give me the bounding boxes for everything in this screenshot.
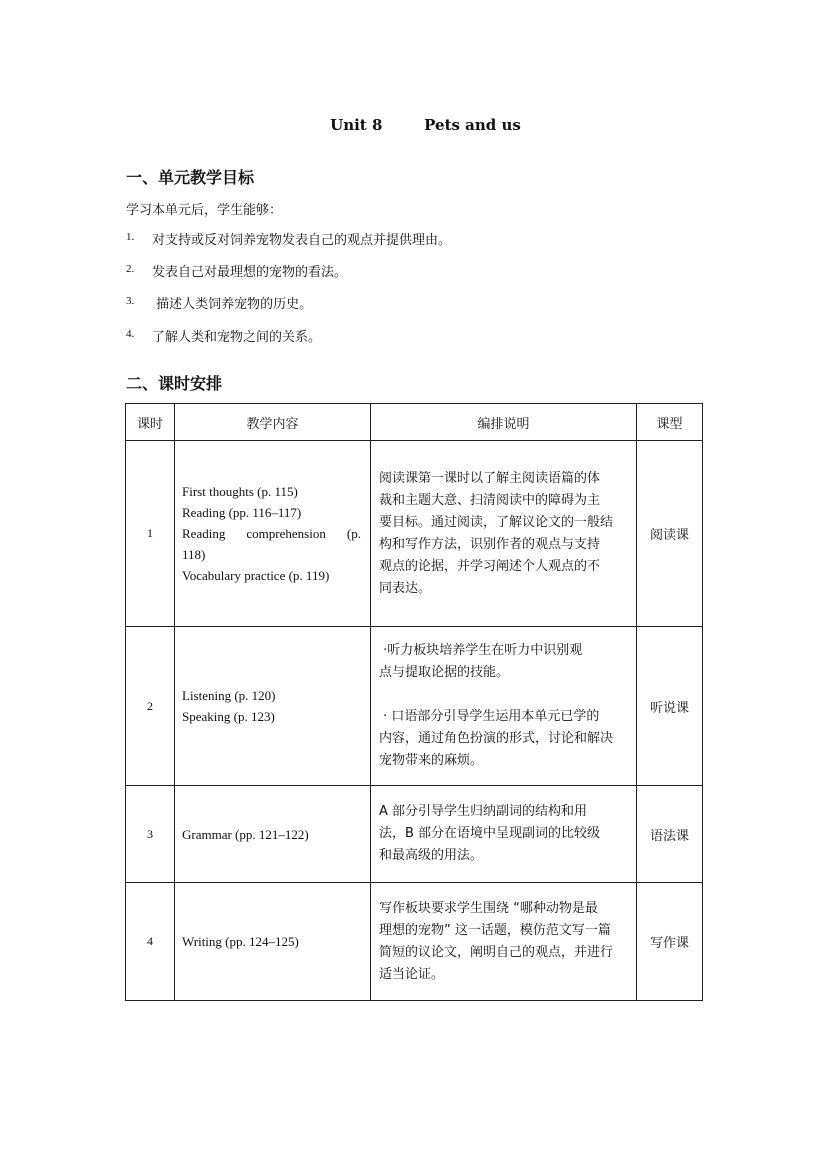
lesson-type: 听说课 <box>637 627 703 786</box>
table-row <box>126 441 703 627</box>
content-line: Speaking (p. 123) <box>182 709 275 724</box>
section-heading-schedule: 二、课时安排 <box>126 374 223 393</box>
header-description: 编排说明 <box>371 404 637 441</box>
lesson-description <box>371 786 637 883</box>
content-line: Listening (p. 120) <box>182 688 276 703</box>
goal-item <box>126 261 347 280</box>
desc-line: 点与提取论据的技能。 <box>379 665 510 680</box>
desc-line: 简短的议论文，阐明自己的观点，并进行 <box>379 944 614 960</box>
goal-number: 3. <box>126 295 135 307</box>
desc-line: 内容，通过角色扮演的形式，讨论和解决 <box>379 731 614 746</box>
desc-line: 观点的论据，并学习阐述个人观点的不 <box>379 558 601 574</box>
lesson-type: 写作课 <box>637 883 703 1001</box>
lesson-content <box>175 627 371 786</box>
goal-text: 了解人类和宠物之间的关系。 <box>152 330 322 345</box>
goal-number: 4. <box>126 328 135 340</box>
goals-intro: 学习本单元后，学生能够： <box>126 203 283 218</box>
table-row <box>126 786 703 883</box>
table-row <box>126 883 703 1001</box>
header-type: 课型 <box>637 404 703 441</box>
header-content: 教学内容 <box>175 404 371 441</box>
goal-text: 发表自己对最理想的宠物的看法。 <box>152 265 348 280</box>
desc-line: 法，B 部分在语境中呈现副词的比较级 <box>379 826 601 841</box>
goal-text: 对支持或反对饲养宠物发表自己的观点并提供理由。 <box>152 233 452 248</box>
desc-line: 阅读课第一课时以了解主阅读语篇的体 <box>379 470 601 486</box>
lesson-number: 1 <box>126 441 175 627</box>
goal-text: 描述人类饲养宠物的历史。 <box>152 297 313 312</box>
desc-line: A 部分引导学生归纳副词的结构和用 <box>379 804 588 819</box>
lesson-schedule-table <box>125 403 703 1001</box>
desc-line: · 口语部分引导学生运用本单元已学的 <box>379 709 600 724</box>
desc-line: 构和写作方法，识别作者的观点与支持 <box>379 536 601 552</box>
content-word: comprehension <box>246 526 326 541</box>
content-line: Writing (pp. 124–125) <box>182 934 299 949</box>
lesson-description <box>371 627 637 786</box>
table-row <box>126 627 703 786</box>
content-word: (p. <box>346 526 361 541</box>
paragraph-gap <box>379 684 630 706</box>
content-line: First thoughts (p. 115) <box>182 484 298 499</box>
desc-line: 理想的宠物” 这一话题，模仿范文写一篇 <box>379 922 611 938</box>
content-line: Vocabulary practice (p. 119) <box>182 568 330 583</box>
lesson-number: 4 <box>126 883 175 1001</box>
lesson-type: 语法课 <box>637 786 703 883</box>
content-line: Reading (pp. 116–117) <box>182 505 302 520</box>
lesson-type: 阅读课 <box>637 441 703 627</box>
content-line: 118) <box>182 547 206 562</box>
lesson-content <box>175 786 371 883</box>
desc-line: 宠物带来的麻烦。 <box>379 753 484 768</box>
desc-line: 裁和主题大意、扫清阅读中的障碍为主 <box>379 492 601 508</box>
desc-line: ·听力板块培养学生在听力中识别观 <box>379 643 583 658</box>
desc-line: 同表达。 <box>379 580 432 596</box>
section-heading-goals: 一、单元教学目标 <box>126 168 255 187</box>
desc-line: 适当论证。 <box>379 966 445 982</box>
document-title: Unit 8 Pets and us <box>330 116 521 134</box>
desc-line: 写作板块要求学生围绕 “哪种动物是最 <box>379 900 598 916</box>
desc-line: 和最高级的用法。 <box>379 848 484 863</box>
goal-item <box>126 229 451 248</box>
lesson-content <box>175 883 371 1001</box>
goal-item <box>126 293 312 312</box>
content-line <box>182 523 361 544</box>
lesson-description <box>371 441 637 627</box>
goal-number: 1. <box>126 231 135 243</box>
lesson-content <box>175 441 371 627</box>
goal-number: 2. <box>126 263 135 275</box>
header-lesson: 课时 <box>126 404 175 441</box>
content-word: Reading <box>182 526 226 541</box>
lesson-number: 3 <box>126 786 175 883</box>
goal-item <box>126 326 321 345</box>
lesson-number: 2 <box>126 627 175 786</box>
table-header-row <box>126 404 703 441</box>
lesson-description <box>371 883 637 1001</box>
content-line: Grammar (pp. 121–122) <box>182 826 309 842</box>
desc-line: 要目标。通过阅读，了解议论文的一般结 <box>379 514 614 530</box>
